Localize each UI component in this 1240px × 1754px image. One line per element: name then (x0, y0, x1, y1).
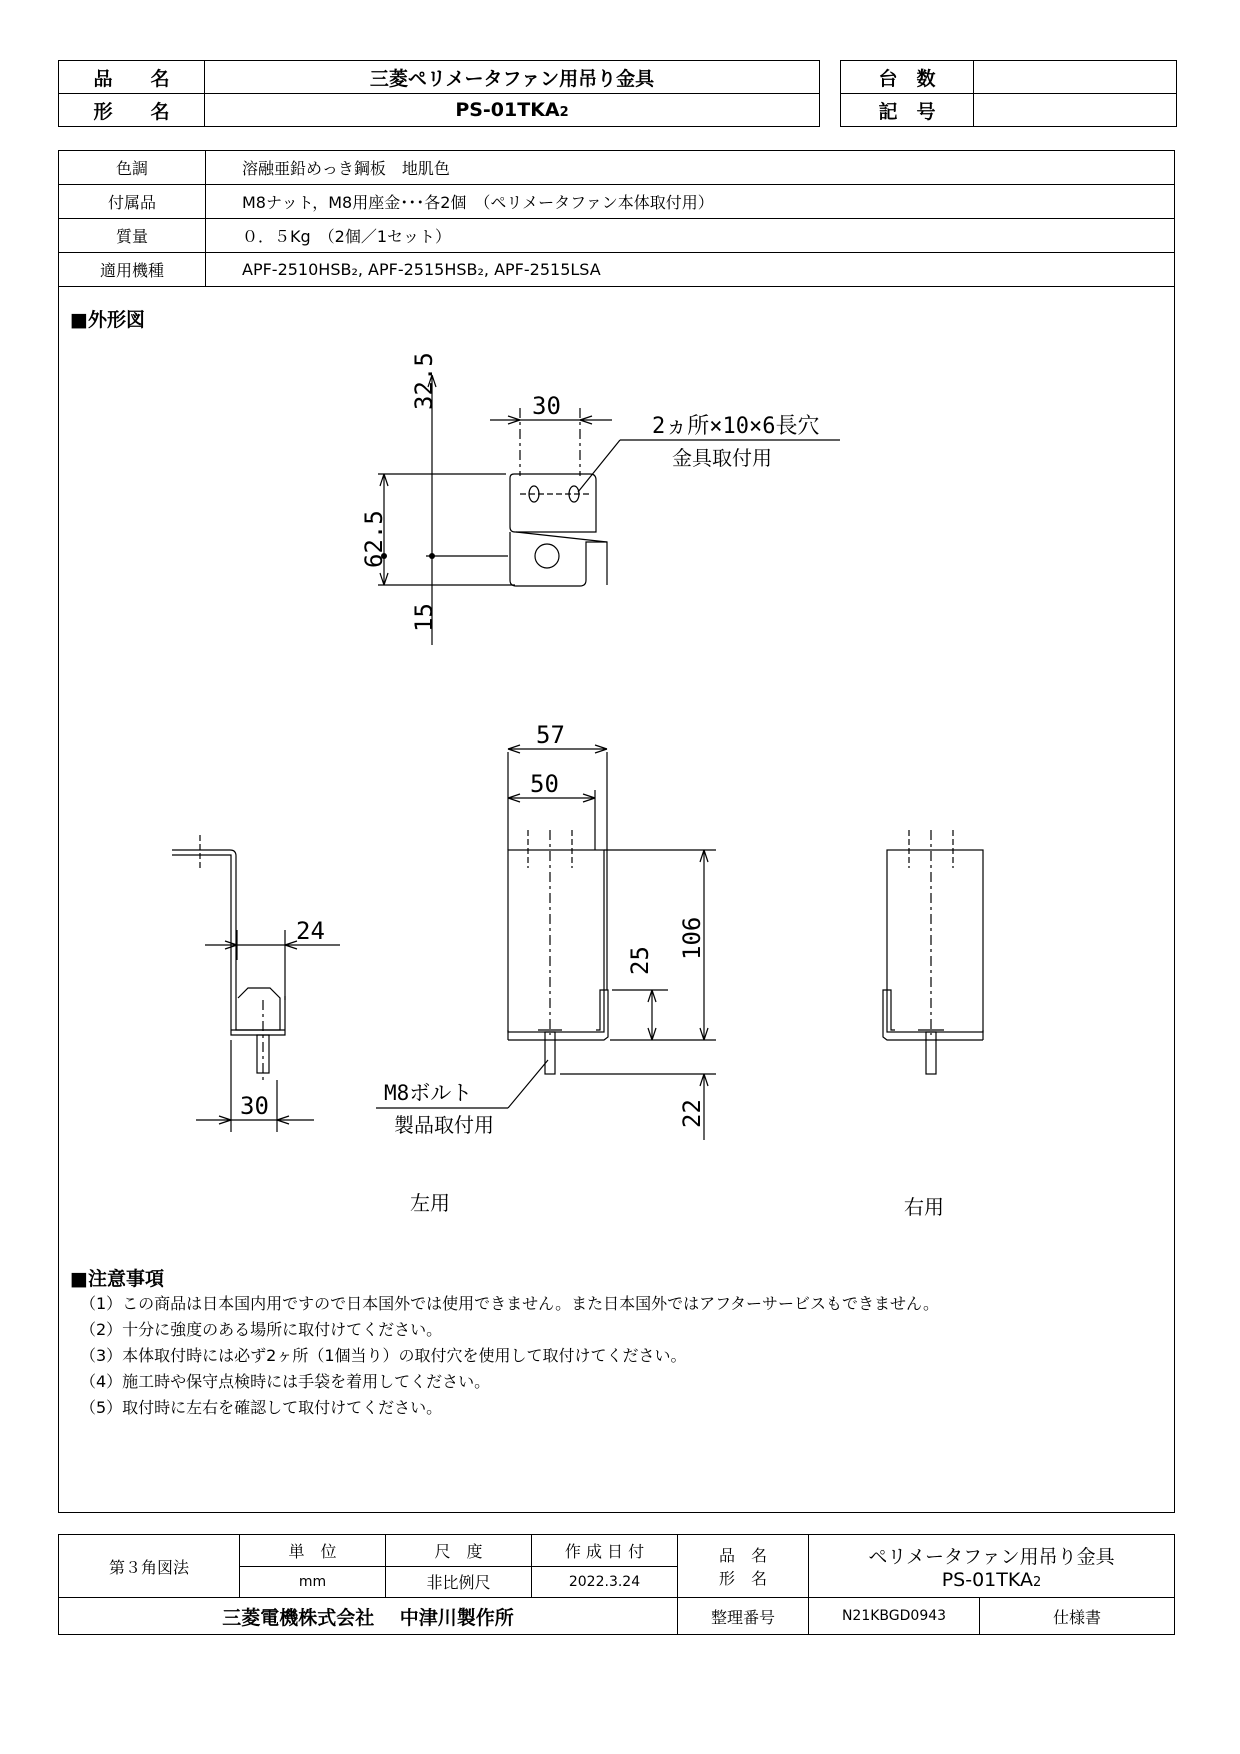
note-item: （1）この商品は日本国内用ですので日本国外では使用できません。また日本国外ではアフターサービスもできません。 (80, 1294, 939, 1313)
dim-50: 50 (530, 770, 559, 798)
kigou-label: 記 号 (841, 94, 974, 127)
company: 三菱電機株式会社 中津川製作所 (59, 1598, 678, 1635)
bolt-note: M8ボルト (384, 1081, 473, 1105)
notes-title: ■注意事項 (70, 1268, 164, 1290)
note-item: （4）施工時や保守点検時には手袋を着用してください。 (80, 1372, 491, 1391)
dim-15: 15 (410, 603, 438, 632)
katamei-label-footer: 形 名 (718, 1569, 767, 1588)
daisu-label: 台 数 (841, 61, 974, 94)
spec-label: 質量 (59, 219, 206, 253)
hinmei-label: 品 名 (59, 61, 205, 94)
spec-value: M8ナット，M8用座金･･･各2個 （ペリメータファン本体取付用） (206, 185, 1175, 219)
title-block (58, 1534, 1175, 1635)
scale-value: 非比例尺 (386, 1566, 532, 1598)
label-left: 左用 (410, 1191, 450, 1215)
dim-106: 106 (678, 916, 706, 960)
spec-value: 溶融亜鉛めっき鋼板 地肌色 (206, 151, 1175, 185)
product-cell (809, 1535, 1175, 1598)
spec-label: 色調 (59, 151, 206, 185)
slot-note: 2ヵ所×10×6長穴 (652, 414, 820, 439)
notes-list (80, 1291, 939, 1421)
ref-value: N21KBGD0943 (809, 1598, 980, 1635)
spec-value: APF-2510HSB₂, APF-2515HSB₂, APF-2515LSA (206, 253, 1175, 287)
ref-label: 整理番号 (678, 1598, 809, 1635)
dim-30-side: 30 (240, 1092, 269, 1120)
unit-label: 単 位 (240, 1535, 386, 1567)
dim-57: 57 (536, 721, 565, 749)
scale-label: 尺 度 (386, 1535, 532, 1567)
katamei-sub: 2 (559, 105, 569, 120)
katamei-value: PS-01TKA (455, 99, 560, 121)
note-item: （3）本体取付時には必ず2ヶ所（1個当り）の取付穴を使用して取付けてください。 (80, 1346, 687, 1365)
katamei-label: 形 名 (59, 94, 205, 127)
product-model: PS-01TKA (941, 1568, 1033, 1591)
date-label: 作 成 日 付 (532, 1535, 678, 1567)
product-model-sub: 2 (1033, 1574, 1042, 1590)
hinmei-label-footer: 品 名 (718, 1546, 767, 1565)
dim-25: 25 (626, 946, 654, 975)
spec-label: 適用機種 (59, 253, 206, 287)
doc-type: 仕様書 (980, 1598, 1175, 1635)
dim-30-top: 30 (532, 392, 561, 420)
note-item: （5）取付時に左右を確認して取付けてください。 (80, 1398, 443, 1417)
unit-value: mm (240, 1566, 386, 1598)
slot-note-2: 金具取付用 (672, 446, 772, 470)
label-right: 右用 (904, 1195, 944, 1219)
name-labels (678, 1535, 809, 1598)
note-item: （2）十分に強度のある場所に取付けてください。 (80, 1320, 443, 1339)
bolt-note-2: 製品取付用 (394, 1113, 494, 1137)
dim-32-5: 32.5 (410, 352, 438, 410)
product-name: ペリメータファン用吊り金具 (868, 1545, 1115, 1568)
spec-label: 付属品 (59, 185, 206, 219)
dim-62-5: 62.5 (360, 510, 388, 568)
projection: 第３角図法 (59, 1535, 240, 1598)
dim-22: 22 (678, 1099, 706, 1128)
spec-value: ０．５Kg （2個／1セット） (206, 219, 1175, 253)
dim-24: 24 (296, 917, 325, 945)
hinmei-value: 三菱ペリメータファン用吊り金具 (205, 61, 820, 94)
date-value: 2022.3.24 (532, 1566, 678, 1598)
drawing-title: ■外形図 (70, 309, 145, 331)
